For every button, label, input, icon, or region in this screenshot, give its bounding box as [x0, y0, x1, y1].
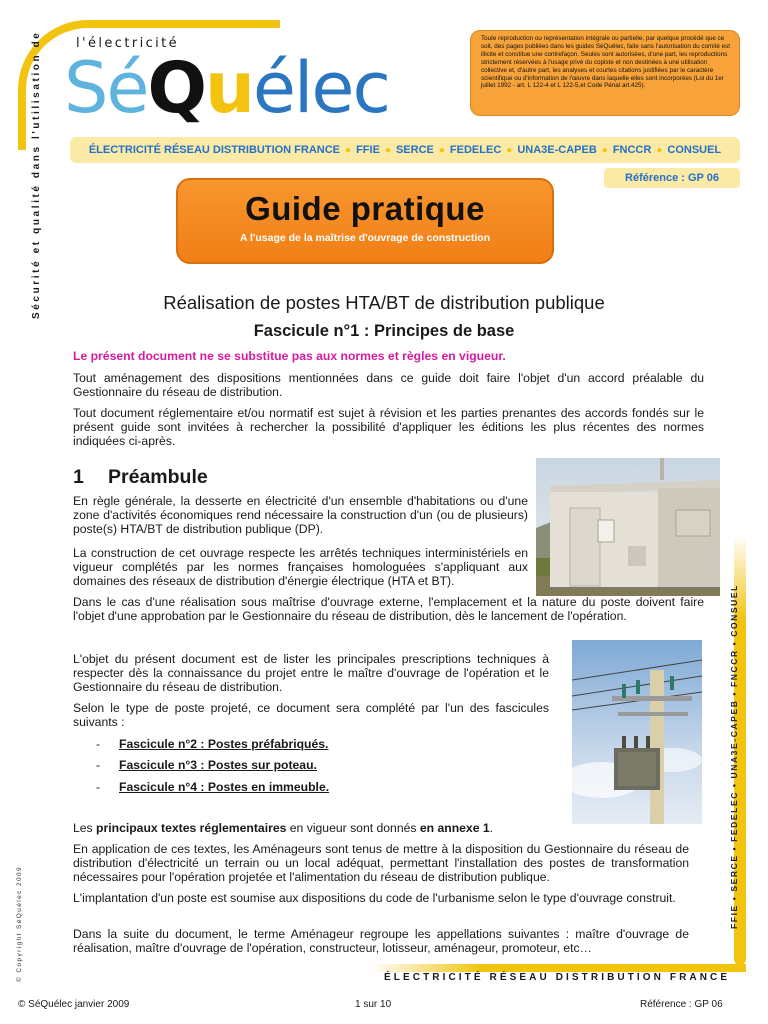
preamble-paragraph: La construction de cet ouvrage respecte les arrêtés techniques interministériels en vigueur complétés par les normes françaises homologuées s'appliquant aux domaines des réseaux de distribution d'énergie électrique (HTA et BT). — [73, 546, 528, 588]
separator-dot-icon: ● — [345, 144, 352, 156]
warning-notice: Le présent document ne se substitue pas aux normes et règles en vigueur. — [73, 349, 506, 363]
footer-date: © SéQuélec janvier 2009 — [18, 999, 130, 1010]
preamble-paragraph: L'objet du présent document est de lister les principales prescriptions techniques à respecter dès la connaissance du projet entre le maître d'ouvrage de l'opération et le Gestionnaire du réseau de distribution. — [73, 652, 549, 694]
logo-tagline: l'électricité — [76, 36, 180, 51]
fascicule-link[interactable]: Fascicule n°2 : Postes préfabriqués. — [119, 737, 329, 751]
section-number: 1 — [73, 466, 84, 488]
bottom-strip-label: ÉLECTRICITÉ RÉSEAU DISTRIBUTION FRANCE — [384, 972, 731, 983]
texts-bold-annex: en annexe 1 — [419, 821, 490, 835]
preamble-paragraph: Dans le cas d'une réalisation sous maîtrise d'ouvrage externe, l'emplacement et la nature du poste doivent faire l'objet d'une approbation par le Gestionnaire du réseau de distribution, dès le lancement de l'opération. — [73, 595, 704, 623]
sequelec-logo — [64, 48, 389, 128]
section-heading — [73, 466, 208, 489]
pole-transformer-photo — [572, 640, 702, 824]
preamble-paragraph: Selon le type de poste projeté, ce document sera complété par l'un des fascicules suivants : — [73, 701, 549, 729]
org-una3e-capeb: UNA3E-CAPEB — [517, 144, 597, 156]
org-ffie: FFIE — [356, 144, 380, 156]
texts-mid: en vigueur sont donnés — [286, 821, 420, 835]
intro-paragraph: Tout document réglementaire et/ou normatif est sujet à révision et les parties prenantes des accords fondés sur le présent guide sont invitées à rechercher la possibilité d'appliquer les éditions les plus récentes des normes indiquées ci-après. — [73, 406, 704, 448]
substation-photo — [536, 458, 720, 596]
fascicule-link[interactable]: Fascicule n°4 : Postes en immeuble. — [119, 780, 330, 794]
separator-dot-icon: ● — [601, 144, 608, 156]
logo-part-elec: élec — [252, 47, 389, 129]
side-copyright: © Copyright SéQuélec 2009 — [16, 865, 23, 982]
footer-page-number: 1 sur 10 — [355, 999, 392, 1010]
intro-paragraph: Tout aménagement des dispositions mentionnées dans ce guide doit faire l'objet d'un accord préalable du Gestionnaire du réseau de distribution. — [73, 371, 704, 399]
list-dash: - — [96, 758, 101, 772]
body-paragraph: Dans la suite du document, le terme Aménageur regroupe les appellations suivantes : maître d'ouvrage de réalisation, maître d'ouvrage de l'opération, constructeur, lotisseur, aménageur, promoteur, etc… — [73, 927, 689, 955]
decorative-swoosh-bottom — [370, 964, 746, 972]
list-dash: - — [96, 780, 101, 794]
organisations-bar — [70, 137, 740, 163]
list-item — [96, 780, 329, 794]
side-tagline: Sécurité et qualité dans l'utilisation de — [31, 30, 42, 319]
org-consuel: CONSUEL — [667, 144, 722, 156]
texts-pre: Les — [73, 821, 97, 835]
separator-dot-icon: ● — [384, 144, 391, 156]
list-dash: - — [96, 737, 101, 751]
reference-badge: Référence : GP 06 — [604, 168, 740, 188]
separator-dot-icon: ● — [438, 144, 445, 156]
logo-part-se: Sé — [64, 47, 148, 129]
list-item — [96, 737, 328, 751]
preamble-paragraph: En règle générale, la desserte en électricité d'un ensemble d'habitations ou d'une zone d'activités économiques rend nécessaire la construction d'un (ou de plusieurs) poste(s) HTA/BT de distribution publique (DP). — [73, 494, 528, 536]
body-paragraph: L'implantation d'un poste est soumise aux dispositions du code de l'urbanisme selon le type d'ouvrage construit. — [73, 891, 676, 905]
texts-post: . — [489, 821, 494, 835]
org-fedelec: FEDELEC — [449, 144, 502, 156]
texts-paragraph — [73, 821, 704, 835]
document-title: Réalisation de postes HTA/BT de distribution publique — [163, 292, 605, 313]
footer-reference: Référence : GP 06 — [640, 999, 723, 1010]
copyright-notice: Toute reproduction ou représentation intégrale ou partielle, par quelque procédé que ce soit, des pages publiées dans les guides SéQuélec, faite sans l'autorisation du comité est illicite et constitue une contrefaçon. Seules sont autorisées, d'une part, les reproductions strictement réservées à l'usage privé du copiste et non destinées à une utilisation collective et, d'autre part, les analyses et courtes citations justifiées par le caractère scientifique ou d'information de l'œuvre dans laquelle elles sont incorporées (Loi du 1er juillet 1992 - art. L 122-4 et L 122-5,et Code Pénal art.425). — [470, 30, 740, 116]
document-subtitle: Fascicule n°1 : Principes de base — [253, 322, 515, 340]
separator-dot-icon: ● — [656, 144, 663, 156]
banner-title: Guide pratique — [245, 190, 485, 227]
list-item — [96, 758, 317, 772]
org-fnccr: FNCCR — [612, 144, 652, 156]
separator-dot-icon: ● — [506, 144, 513, 156]
org-serce: SERCE — [395, 144, 434, 156]
fascicule-link[interactable]: Fascicule n°3 : Postes sur poteau. — [119, 758, 317, 772]
texts-bold-regulatory: principaux textes réglementaires — [96, 821, 287, 835]
org-erdf: ÉLECTRICITÉ RÉSEAU DISTRIBUTION FRANCE — [88, 144, 341, 156]
section-title: Préambule — [108, 466, 208, 488]
banner-subtitle: A l'usage de la maîtrise d'ouvrage de construction — [239, 232, 491, 244]
guide-banner — [176, 178, 554, 264]
logo-part-q: Q — [147, 47, 206, 129]
logo-part-u: u — [205, 47, 253, 129]
body-paragraph: En application de ces textes, les Aménageurs sont tenus de mettre à la disposition du Gestionnaire du réseau de distribution d'électricité un terrain ou un local adéquat, permettant l'installation des postes de transformation nécessaires pour l'opération projetée et l'alimentation du réseau de distribution publique. — [73, 842, 689, 884]
side-partners: FFIE • SERCE • FEDELEC • UNA3E-CAPEB • FNCCR • CONSUEL — [729, 584, 739, 929]
